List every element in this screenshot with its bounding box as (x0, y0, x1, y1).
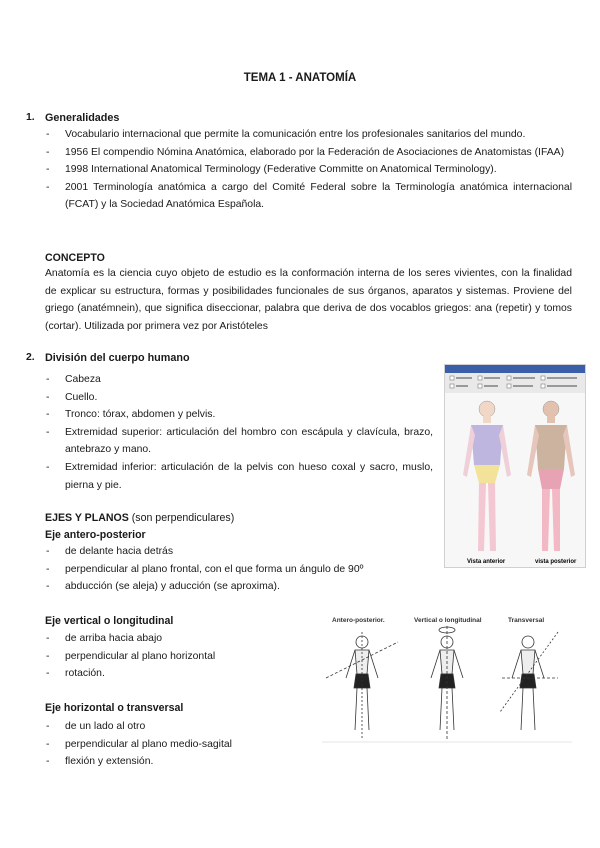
concepto-paragraph: Anatomía es la ciencia cuyo objeto de estudio es la conformación interna de los seres vivientes, con la finalidad de explicar su estructura, formas y posibilidades funcionales de sus órganos, aparatos y sistemas. Proviene del griego (anatémnein), que significa diseccionar, palabra que deriva de dos vocablos griegos: ana (repetir) y tomos (cortar). Utilizada por primera vez por Aristóteles (45, 268, 572, 332)
caption-vista-anterior: Vista anterior (467, 559, 506, 565)
eje-vertical-list (45, 630, 305, 683)
list-item: - rotación. (45, 665, 305, 683)
concepto-heading: CONCEPTO (45, 252, 105, 264)
list-item: - Tronco: tórax, abdomen y pelvis. (45, 406, 433, 424)
section-number: 2. (26, 352, 35, 363)
section-heading-generalidades: Generalidades (45, 112, 120, 124)
list-item: - de delante hacia detrás (45, 543, 445, 561)
list-item: - Cabeza (45, 371, 433, 389)
list-item: - Cuello. (45, 389, 433, 407)
eje-antero-list (45, 543, 445, 596)
list-item: - perpendicular al plano horizontal (45, 648, 305, 666)
division-list (45, 371, 433, 494)
generalidades-list (45, 126, 572, 214)
list-item: - perpendicular al plano frontal, con el que forma un ángulo de 90º (45, 561, 445, 579)
body-regions-figure (444, 364, 586, 568)
ejes-heading (45, 512, 234, 524)
list-item: - Vocabulario internacional que permite la comunicación entre los profesionales sanitarios del mundo. (45, 126, 572, 144)
eje-antero-heading: Eje antero-posterior (45, 529, 146, 541)
label-antero-posterior: Antero-posterior. (332, 617, 385, 624)
list-item: - 1998 International Anatomical Terminology (Federative Committe on Anatomical Terminology). (45, 161, 572, 179)
list-item: - flexión y extensión. (45, 753, 305, 771)
label-vertical-longitudinal: Vertical o longitudinal (414, 617, 482, 624)
section-heading-division: División del cuerpo humano (45, 352, 190, 364)
body-regions-illustration (445, 365, 585, 567)
caption-vista-posterior: vista posterior (535, 559, 577, 565)
body-axes-figure (322, 612, 572, 744)
eje-vertical-heading: Eje vertical o longitudinal (45, 615, 174, 627)
ejes-heading-bold: EJES Y PLANOS (45, 512, 129, 524)
ejes-heading-note: (son perpendiculares) (128, 512, 235, 524)
eje-horizontal-list (45, 718, 305, 771)
list-item: - perpendicular al plano medio-sagital (45, 736, 305, 754)
body-axes-illustration (322, 612, 572, 744)
list-item: - Extremidad superior: articulación del hombro con escápula y clavícula, brazo, antebrazo y mano. (45, 424, 433, 459)
list-item: - Extremidad inferior: articulación de la pelvis con hueso coxal y sacro, muslo, pierna y pie. (45, 459, 433, 494)
list-item: - abducción (se aleja) y aducción (se aproxima). (45, 578, 445, 596)
list-item: - 2001 Terminología anatómica a cargo del Comité Federal sobre la Terminología anatómica internacional (FCAT) y la Sociedad Anatómica Española. (45, 179, 572, 214)
list-item: - de arriba hacia abajo (45, 630, 305, 648)
list-item: - de un lado al otro (45, 718, 305, 736)
page-title: TEMA 1 - ANATOMÍA (243, 72, 357, 84)
label-transversal: Transversal (508, 617, 545, 624)
eje-horizontal-heading: Eje horizontal o transversal (45, 702, 184, 714)
section-number: 1. (26, 112, 35, 123)
list-item: - 1956 El compendio Nómina Anatómica, elaborado por la Federación de Asociaciones de Anatomistas (IFAA) (45, 144, 572, 162)
